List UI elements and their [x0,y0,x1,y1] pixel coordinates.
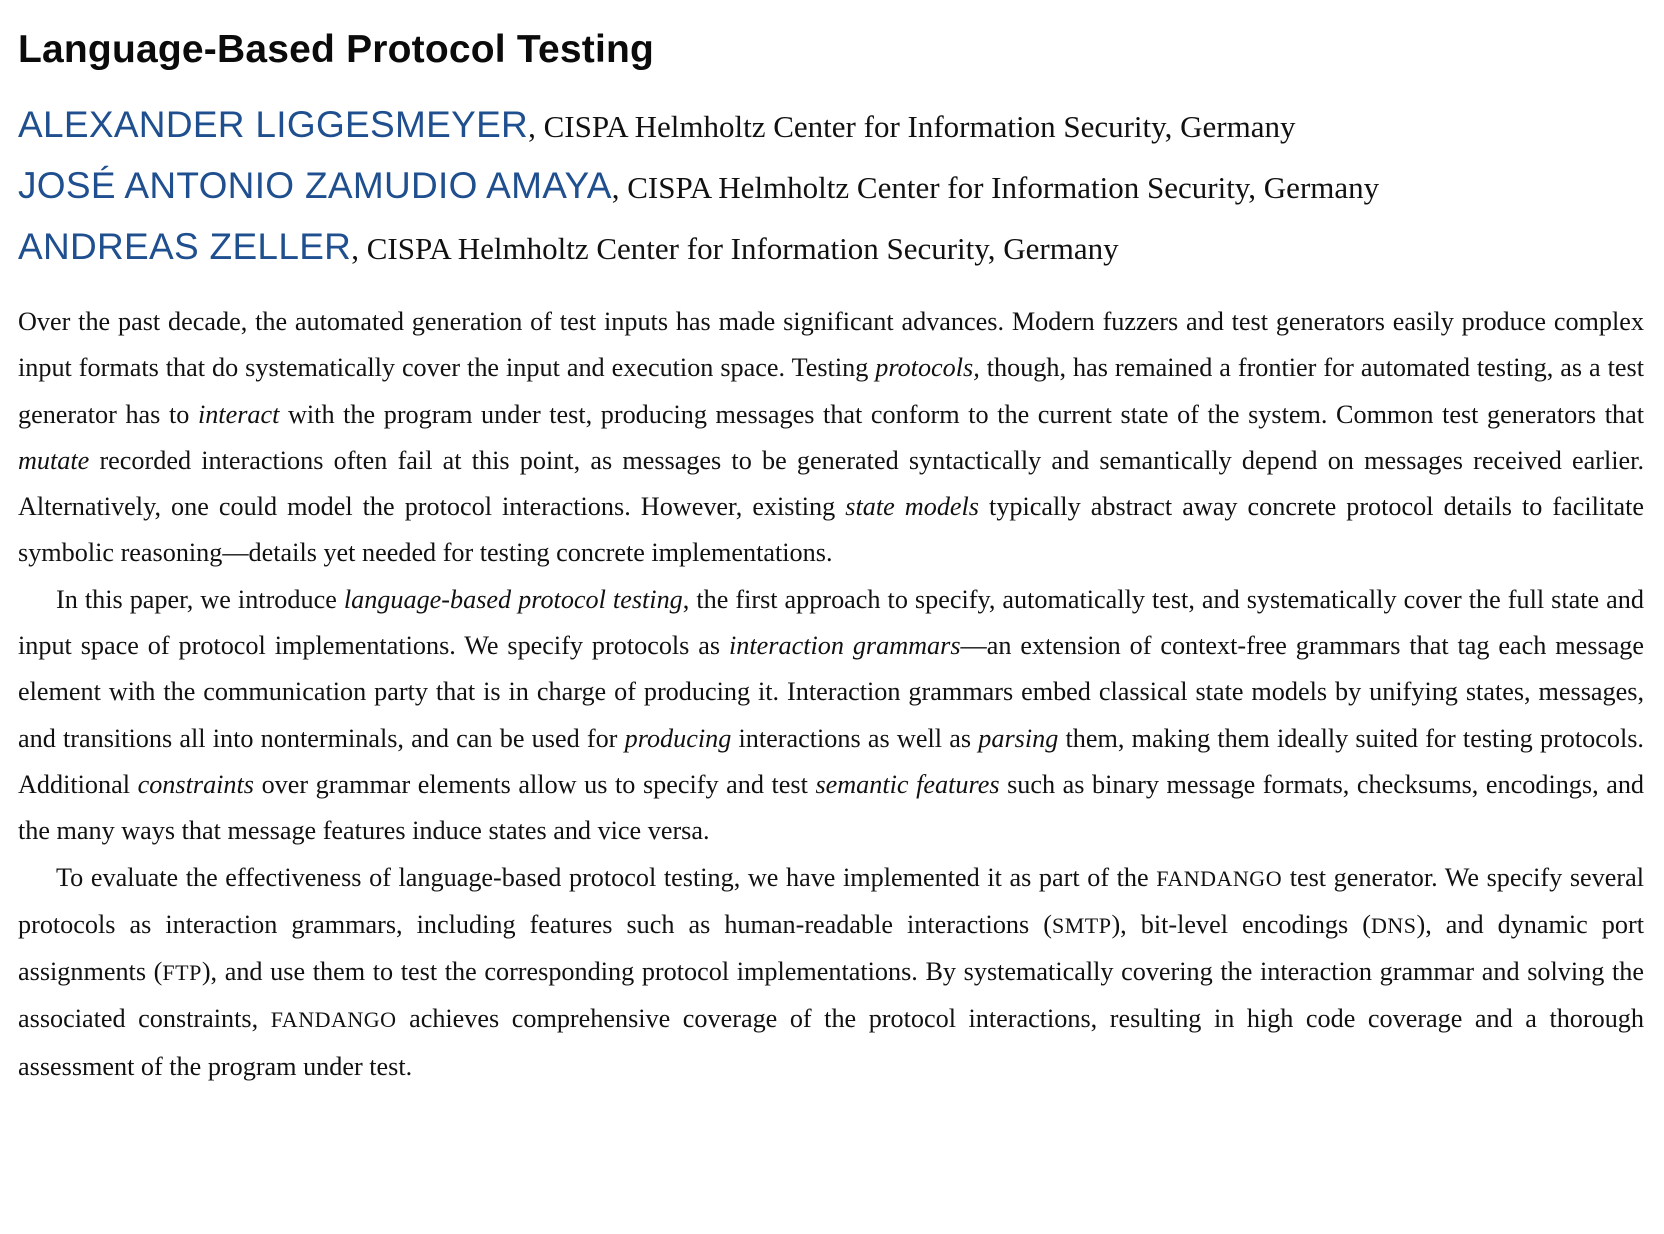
abstract-text: ), and dynamic port assignments ( [18,909,1644,987]
author-name: JOSÉ ANTONIO ZAMUDIO AMAYA [18,165,612,206]
author-entry [18,155,1644,216]
author-affiliation: , CISPA Helmholtz Center for Information Security, Germany [528,109,1296,144]
abstract-emphasis: interaction grammars [729,631,961,661]
protocol-name: DNS [1370,912,1417,938]
abstract-text: such as binary message formats, checksums, encodings, and the many ways that message features induce states and vice versa. [18,769,1645,846]
abstract-emphasis: constraints [137,769,254,799]
abstract-emphasis: parsing [978,723,1059,753]
paper-title: Language-Based Protocol Testing [18,28,655,71]
abstract [18,299,1644,1090]
author-affiliation: , CISPA Helmholtz Center for Information Security, Germany [351,231,1119,266]
abstract-text: ), and use them to test the corresponding protocol implementations. By systematically covering the interaction grammar and solving the associated constraints, [18,957,1644,1034]
abstract-emphasis: language-based protocol testing [343,584,683,614]
tool-name: FANDANGO [270,1007,397,1033]
abstract-text: Over the past decade, the automated generation of test inputs has made significant advances. Modern fuzzers and test generators easily produce complex input formats that do systematically cover the input and execution space. Testing [18,307,1644,383]
paper-page [18,22,1644,1090]
abstract-emphasis: semantic features [815,769,1000,799]
abstract-text: ), bit-level encodings ( [1111,909,1371,939]
abstract-text: typically abstract away concrete protocol details to facilitate symbolic reasoning—details yet needed for testing concrete implementations. [18,492,1644,568]
author-affiliation: , CISPA Helmholtz Center for Information Security, Germany [611,170,1380,205]
abstract-text: over grammar elements allow us to specify and test [254,769,816,799]
abstract-text: test generator. We specify several protocols as interaction grammars, including features such as human-readable interactions ( [18,862,1644,939]
author-entry [18,94,1644,155]
abstract-emphasis: producing [624,723,732,753]
abstract-text: though, has remained a frontier for automated testing, as a test generator has to [18,353,1644,429]
abstract-text: interactions as well as [731,723,979,753]
abstract-emphasis: state models [845,492,979,522]
abstract-paragraph-2 [18,577,1644,855]
abstract-text: In this paper, we introduce [56,584,344,614]
abstract-text: achieves comprehensive coverage of the protocol interactions, resulting in high code coverage and a thorough assessment of the program under test. [18,1004,1644,1081]
abstract-text: , the first approach to specify, automatically test, and systematically cover the full state and input space of protocol implementations. We specify protocols as [18,584,1644,661]
protocol-name: SMTP [1051,912,1112,938]
author-entry [18,216,1644,277]
protocol-name: FTP [162,960,202,986]
abstract-paragraph-1 [18,299,1644,577]
tool-name: FANDANGO [1156,865,1283,891]
abstract-text: them, making them ideally suited for testing protocols. Additional [18,723,1644,799]
abstract-text: To evaluate the effectiveness of language-based protocol testing, we have implemented it as part of the [56,862,1157,892]
abstract-emphasis: interact [197,399,280,429]
abstract-emphasis: protocols, [875,353,980,383]
abstract-text: —an extension of context-free grammars that tag each message element with the communication party that is in charge of producing it. Interaction grammars embed classical state models by unifying states, messages, and transitions all into nonterminals, and can be used for [18,631,1645,753]
abstract-text: with the program under test, producing messages that conform to the current state of the system. Common test generators that [279,399,1644,429]
abstract-text: recorded interactions often fail at this point, as messages to be generated syntactically and semantically depend on messages received earlier. Alternatively, one could model the protocol interactions. However, existing [18,445,1644,522]
author-list [18,94,1644,277]
author-name: ANDREAS ZELLER [18,226,352,267]
abstract-emphasis: mutate [18,445,90,475]
author-name: ALEXANDER LIGGESMEYER [18,104,529,145]
abstract-paragraph-3 [18,855,1644,1090]
